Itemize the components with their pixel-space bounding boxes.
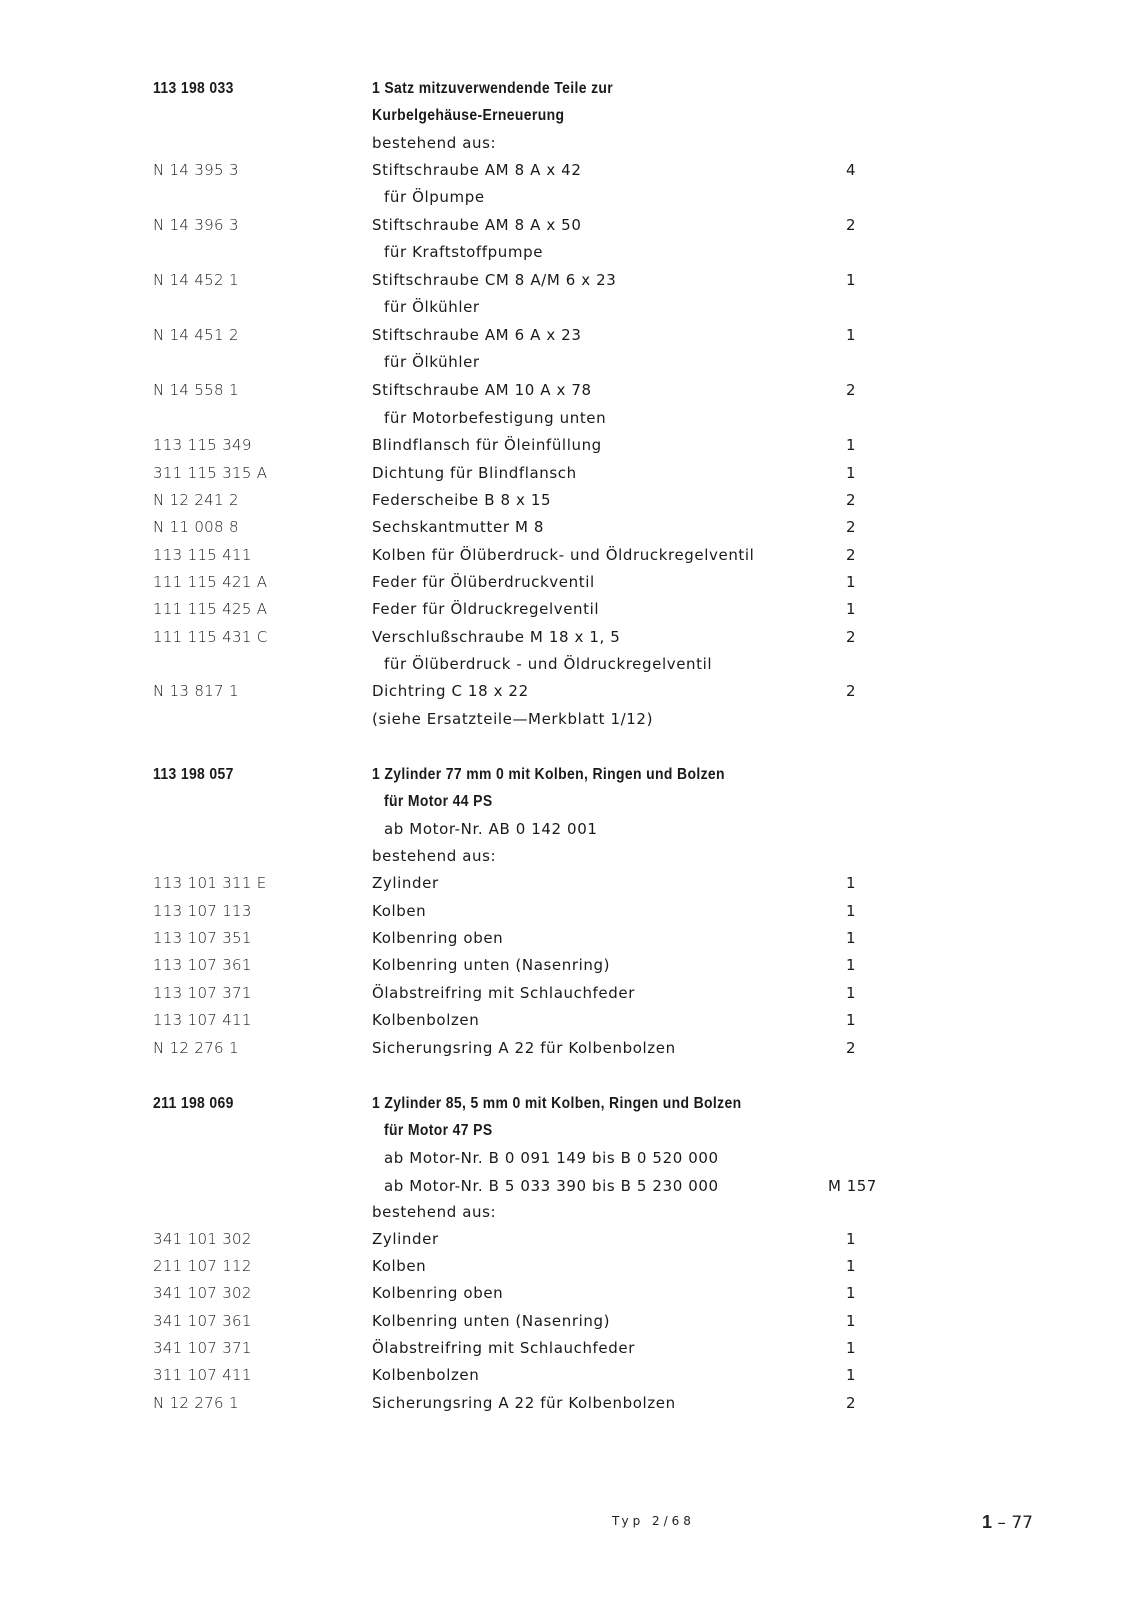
merkblatt-footnote: (siehe Ersatzteile—Merkblatt 1/12) bbox=[372, 710, 654, 728]
part-row bbox=[0, 1035, 1136, 1062]
part-row bbox=[0, 377, 1136, 404]
part-quantity: 2 bbox=[846, 518, 856, 536]
bestehend-row bbox=[0, 1199, 1136, 1226]
part-row bbox=[0, 1253, 1136, 1280]
part-description: Stiftschraube AM 8 A x 42 bbox=[372, 161, 582, 179]
part-number: 113 107 361 bbox=[153, 956, 252, 974]
section-title-line-2: für Motor 44 PS bbox=[384, 793, 493, 810]
section-title: 1 Satz mitzuverwendende Teile zur bbox=[372, 80, 614, 97]
bestehend-row bbox=[0, 843, 1136, 870]
section-title-row bbox=[0, 788, 1136, 815]
part-description: Verschlußschraube M 18 x 1, 5 bbox=[372, 628, 621, 646]
motor-range: ab Motor-Nr. B 5 033 390 bis B 5 230 000 bbox=[384, 1177, 719, 1195]
part-number: 341 107 371 bbox=[153, 1339, 252, 1357]
part-quantity: 1 bbox=[846, 1284, 856, 1302]
part-quantity: 1 bbox=[846, 573, 856, 591]
part-number: 113 101 311 E bbox=[153, 874, 267, 892]
part-subnote: für Kraftstoffpumpe bbox=[384, 243, 544, 261]
part-quantity: 1 bbox=[846, 436, 856, 454]
part-description: Sechskantmutter M 8 bbox=[372, 518, 545, 536]
part-row bbox=[0, 157, 1136, 184]
motor-range-row bbox=[0, 816, 1136, 843]
part-row bbox=[0, 569, 1136, 596]
part-row bbox=[0, 596, 1136, 623]
part-description: Kolbenbolzen bbox=[372, 1011, 480, 1029]
part-number: 113 107 371 bbox=[153, 984, 252, 1002]
part-subnote: für Ölpumpe bbox=[384, 188, 485, 206]
part-subnote-row bbox=[0, 405, 1136, 432]
part-row bbox=[0, 1226, 1136, 1253]
part-row bbox=[0, 212, 1136, 239]
part-number: 111 115 431 C bbox=[153, 628, 268, 646]
part-description: Sicherungsring A 22 für Kolbenbolzen bbox=[372, 1039, 676, 1057]
part-row bbox=[0, 624, 1136, 651]
part-number: 341 107 302 bbox=[153, 1284, 252, 1302]
part-quantity: 1 bbox=[846, 1366, 856, 1384]
part-row bbox=[0, 1335, 1136, 1362]
part-number: 111 115 425 A bbox=[153, 600, 268, 618]
part-number: N 12 276 1 bbox=[153, 1039, 239, 1057]
part-number: N 14 395 3 bbox=[153, 161, 239, 179]
part-number: N 11 008 8 bbox=[153, 518, 239, 536]
part-number: N 13 817 1 bbox=[153, 682, 239, 700]
part-row bbox=[0, 870, 1136, 897]
part-description: Kolbenring oben bbox=[372, 1284, 504, 1302]
section-part-number: 211 198 069 bbox=[153, 1095, 234, 1112]
part-quantity: 1 bbox=[846, 874, 856, 892]
part-description: Kolbenbolzen bbox=[372, 1366, 480, 1384]
part-quantity: 2 bbox=[846, 216, 856, 234]
part-row bbox=[0, 1280, 1136, 1307]
part-number: 111 115 421 A bbox=[153, 573, 268, 591]
part-quantity: 2 bbox=[846, 682, 856, 700]
part-quantity: 2 bbox=[846, 1394, 856, 1412]
part-number: 211 107 112 bbox=[153, 1257, 252, 1275]
page-separator: – bbox=[992, 1513, 1012, 1533]
motor-range: ab Motor-Nr. AB 0 142 001 bbox=[384, 820, 598, 838]
part-description: Kolben bbox=[372, 902, 427, 920]
part-number: 113 107 351 bbox=[153, 929, 252, 947]
part-number: 113 115 411 bbox=[153, 546, 252, 564]
part-subnote-row bbox=[0, 349, 1136, 376]
part-row bbox=[0, 542, 1136, 569]
part-quantity: 1 bbox=[846, 271, 856, 289]
part-number: N 14 452 1 bbox=[153, 271, 239, 289]
page-num: 77 bbox=[1011, 1513, 1033, 1533]
part-row bbox=[0, 460, 1136, 487]
footer-typ: Typ 2/68 bbox=[612, 1514, 695, 1528]
part-subnote: für Ölüberdruck - und Öldruckregelventil bbox=[384, 655, 713, 673]
part-number: 113 107 411 bbox=[153, 1011, 252, 1029]
part-subnote: für Ölkühler bbox=[384, 353, 480, 371]
part-quantity: 2 bbox=[846, 381, 856, 399]
part-quantity: 2 bbox=[846, 546, 856, 564]
section-header bbox=[0, 1090, 1136, 1117]
section-title-row bbox=[0, 1117, 1136, 1144]
part-description: Stiftschraube AM 8 A x 50 bbox=[372, 216, 582, 234]
section-header bbox=[0, 761, 1136, 788]
part-number: 311 107 411 bbox=[153, 1366, 252, 1384]
part-number: 341 101 302 bbox=[153, 1230, 252, 1248]
part-description: Kolben bbox=[372, 1257, 427, 1275]
part-row bbox=[0, 925, 1136, 952]
section-title-row bbox=[0, 102, 1136, 129]
part-quantity: 4 bbox=[846, 161, 856, 179]
part-quantity: 1 bbox=[846, 956, 856, 974]
part-number: N 12 276 1 bbox=[153, 1394, 239, 1412]
part-description: Ölabstreifring mit Schlauchfeder bbox=[372, 984, 635, 1002]
footnote-row bbox=[0, 706, 1136, 733]
part-number: 113 107 113 bbox=[153, 902, 252, 920]
part-quantity: 2 bbox=[846, 628, 856, 646]
part-description: Zylinder bbox=[372, 874, 439, 892]
part-subnote-row bbox=[0, 294, 1136, 321]
bestehend-row bbox=[0, 130, 1136, 157]
part-row bbox=[0, 267, 1136, 294]
part-row bbox=[0, 1362, 1136, 1389]
part-number: 113 115 349 bbox=[153, 436, 252, 454]
section-title: 1 Zylinder 77 mm 0 mit Kolben, Ringen und Bolzen bbox=[372, 766, 725, 783]
part-description: Dichtung für Blindflansch bbox=[372, 464, 577, 482]
part-description: Stiftschraube CM 8 A/M 6 x 23 bbox=[372, 271, 617, 289]
part-quantity: 1 bbox=[846, 1339, 856, 1357]
part-subnote: für Motorbefestigung unten bbox=[384, 409, 607, 427]
page-group: 1 bbox=[982, 1512, 993, 1532]
motor-range: ab Motor-Nr. B 0 091 149 bis B 0 520 000 bbox=[384, 1149, 719, 1167]
part-quantity: 1 bbox=[846, 600, 856, 618]
part-number: N 14 558 1 bbox=[153, 381, 239, 399]
part-description: Feder für Öldruckregelventil bbox=[372, 600, 600, 618]
part-quantity: 1 bbox=[846, 326, 856, 344]
part-row bbox=[0, 952, 1136, 979]
part-quantity: 2 bbox=[846, 1039, 856, 1057]
part-quantity: 1 bbox=[846, 1312, 856, 1330]
bestehend-label: bestehend aus: bbox=[372, 847, 497, 865]
part-description: Kolben für Ölüberdruck- und Öldruckregelventil bbox=[372, 546, 755, 564]
part-description: Dichtring C 18 x 22 bbox=[372, 682, 529, 700]
section-part-number: 113 198 033 bbox=[153, 80, 234, 97]
part-row bbox=[0, 487, 1136, 514]
part-subnote: für Ölkühler bbox=[384, 298, 480, 316]
modification-note: M 157 bbox=[828, 1177, 877, 1195]
part-quantity: 1 bbox=[846, 1011, 856, 1029]
motor-range-row bbox=[0, 1173, 1136, 1200]
part-description: Kolbenring oben bbox=[372, 929, 504, 947]
part-description: Sicherungsring A 22 für Kolbenbolzen bbox=[372, 1394, 676, 1412]
part-row bbox=[0, 1308, 1136, 1335]
part-description: Kolbenring unten (Nasenring) bbox=[372, 956, 611, 974]
bestehend-label: bestehend aus: bbox=[372, 134, 497, 152]
section-title: 1 Zylinder 85, 5 mm 0 mit Kolben, Ringen und Bolzen bbox=[372, 1095, 742, 1112]
page-number bbox=[982, 1512, 1033, 1533]
part-description: Blindflansch für Öleinfüllung bbox=[372, 436, 602, 454]
part-description: Stiftschraube AM 6 A x 23 bbox=[372, 326, 582, 344]
part-quantity: 1 bbox=[846, 1257, 856, 1275]
section-title-line-2: für Motor 47 PS bbox=[384, 1122, 493, 1139]
part-row bbox=[0, 678, 1136, 705]
part-quantity: 1 bbox=[846, 902, 856, 920]
motor-range-row bbox=[0, 1145, 1136, 1172]
part-description: Ölabstreifring mit Schlauchfeder bbox=[372, 1339, 635, 1357]
part-subnote-row bbox=[0, 184, 1136, 211]
part-description: Federscheibe B 8 x 15 bbox=[372, 491, 552, 509]
part-description: Kolbenring unten (Nasenring) bbox=[372, 1312, 611, 1330]
part-row bbox=[0, 898, 1136, 925]
part-subnote-row bbox=[0, 651, 1136, 678]
part-row bbox=[0, 322, 1136, 349]
part-quantity: 2 bbox=[846, 491, 856, 509]
part-row bbox=[0, 514, 1136, 541]
part-row bbox=[0, 1390, 1136, 1417]
part-number: N 14 396 3 bbox=[153, 216, 239, 234]
part-number: N 12 241 2 bbox=[153, 491, 239, 509]
part-number: N 14 451 2 bbox=[153, 326, 239, 344]
part-quantity: 1 bbox=[846, 1230, 856, 1248]
part-quantity: 1 bbox=[846, 464, 856, 482]
section-title-line-2: Kurbelgehäuse-Erneuerung bbox=[372, 107, 565, 124]
part-description: Zylinder bbox=[372, 1230, 439, 1248]
part-quantity: 1 bbox=[846, 984, 856, 1002]
part-row bbox=[0, 432, 1136, 459]
part-row bbox=[0, 980, 1136, 1007]
part-quantity: 1 bbox=[846, 929, 856, 947]
part-row bbox=[0, 1007, 1136, 1034]
part-description: Stiftschraube AM 10 A x 78 bbox=[372, 381, 592, 399]
part-subnote-row bbox=[0, 239, 1136, 266]
part-number: 311 115 315 A bbox=[153, 464, 268, 482]
part-number: 341 107 361 bbox=[153, 1312, 252, 1330]
section-part-number: 113 198 057 bbox=[153, 766, 234, 783]
part-description: Feder für Ölüberdruckventil bbox=[372, 573, 595, 591]
section-header bbox=[0, 75, 1136, 102]
bestehend-label: bestehend aus: bbox=[372, 1203, 497, 1221]
